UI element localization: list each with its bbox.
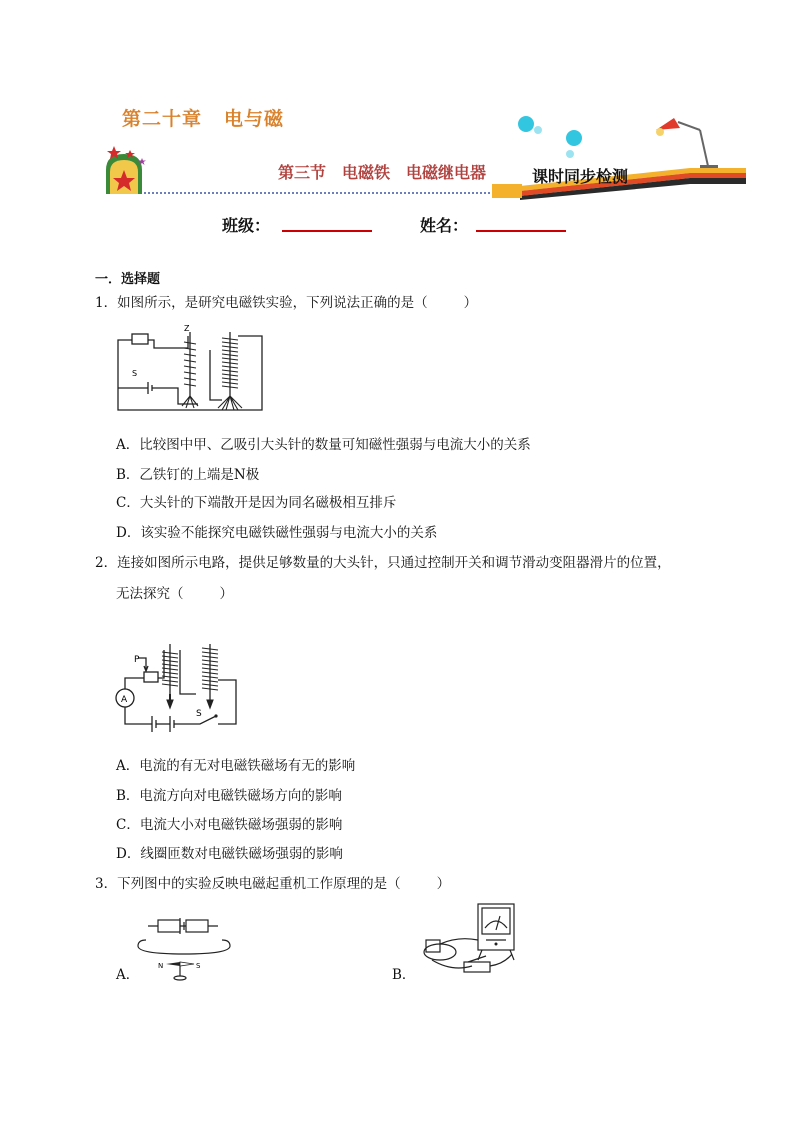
question-1-paren-close: ） bbox=[463, 295, 478, 311]
figure-2-label-p: P bbox=[134, 655, 140, 665]
figure-2-rheostat-circuit bbox=[108, 636, 248, 734]
question-3-text: 3．下列图中的实验反映电磁起重机工作原理的是（ bbox=[95, 876, 401, 892]
class-field[interactable] bbox=[282, 230, 372, 232]
banner-label: 课时同步检测 bbox=[532, 167, 629, 186]
section-title: 第三节 电磁铁 电磁继电器 bbox=[278, 163, 487, 182]
decoration-bubbles-icon bbox=[518, 116, 582, 158]
question-1-option-a[interactable]: A．比较图中甲、乙吸引大头针的数量可知磁性强弱与电流大小的关系 bbox=[116, 437, 531, 453]
desk-lamp-icon bbox=[656, 118, 718, 169]
question-3-paren-close: ） bbox=[436, 876, 451, 892]
name-field[interactable] bbox=[476, 230, 566, 232]
class-label: 班级： bbox=[222, 216, 271, 235]
question-1-option-d[interactable]: D．该实验不能探究电磁铁磁性强弱与电流大小的关系 bbox=[116, 525, 438, 541]
figure-3b-galvanometer-setup bbox=[412, 900, 524, 982]
question-1-stem bbox=[95, 297, 477, 311]
question-3-option-a[interactable]: A． bbox=[116, 967, 140, 983]
figure-1-label-z: Z bbox=[184, 324, 190, 333]
question-2-paren-close: ） bbox=[219, 586, 233, 602]
star-badge-icon bbox=[106, 146, 146, 194]
question-1-option-b[interactable]: B．乙铁钉的上端是N极 bbox=[116, 467, 260, 483]
figure-3a-compass-coil bbox=[136, 912, 232, 982]
section-heading: 一．选择题 bbox=[95, 272, 161, 287]
question-1-text: 1．如图所示，是研究电磁铁实验，下列说法正确的是（ bbox=[95, 295, 428, 311]
figure-1-electromagnet-circuit bbox=[110, 320, 270, 415]
header-banner-graphic bbox=[100, 110, 760, 202]
question-3-option-b[interactable]: B． bbox=[392, 967, 416, 983]
name-label: 姓名： bbox=[420, 216, 469, 235]
question-3-stem bbox=[95, 878, 450, 892]
question-2-stem-line2 bbox=[116, 588, 233, 602]
question-2-option-d[interactable]: D．线圈匝数对电磁铁磁场强弱的影响 bbox=[116, 846, 343, 862]
question-1-option-c[interactable]: C．大头针的下端散开是因为同名磁极相互排斥 bbox=[116, 495, 397, 511]
chapter-number: 第二十章 bbox=[122, 108, 203, 130]
question-2-stem-line1: 2．连接如图所示电路，提供足够数量的大头针，只通过控制开关和调节滑动变阻器滑片的位置， bbox=[95, 555, 671, 571]
question-2-text: 无法探究（ bbox=[116, 586, 184, 602]
question-2-option-c[interactable]: C．电流大小对电磁铁磁场强弱的影响 bbox=[116, 817, 343, 833]
question-2-option-a[interactable]: A．电流的有无对电磁铁磁场有无的影响 bbox=[116, 758, 356, 774]
question-2-option-b[interactable]: B．电流方向对电磁铁磁场方向的影响 bbox=[116, 788, 342, 804]
figure-2-label-a: A bbox=[121, 695, 128, 705]
chapter-name: 电与磁 bbox=[224, 108, 285, 130]
figure-1-label-s: S bbox=[132, 369, 138, 378]
figure-2-label-s: S bbox=[196, 709, 202, 719]
figure-3a-label-s: S bbox=[196, 962, 201, 970]
figure-3a-label-n: N bbox=[158, 962, 164, 970]
